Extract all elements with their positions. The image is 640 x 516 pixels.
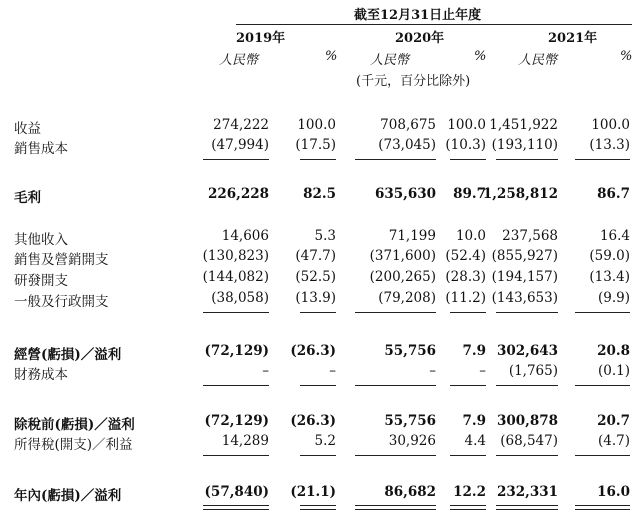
row-label-cost-of-sales: 銷售成本 bbox=[14, 141, 68, 157]
cell: 55,756 bbox=[384, 343, 436, 359]
cell: 86,682 bbox=[384, 484, 436, 500]
subtotal-rule bbox=[300, 385, 336, 386]
cell: 16.4 bbox=[599, 228, 630, 244]
subtotal-rule bbox=[355, 312, 436, 313]
period-heading: 截至12月31日止年度 bbox=[354, 8, 482, 23]
cell: (79,208) bbox=[378, 290, 436, 306]
cell: (130,823) bbox=[202, 248, 269, 264]
cell: (13.4) bbox=[589, 269, 630, 285]
cell: (72,129) bbox=[204, 413, 269, 429]
subtotal-rule bbox=[575, 159, 630, 160]
row-label-finance-costs: 財務成本 bbox=[14, 367, 68, 383]
cell: (13.9) bbox=[295, 290, 336, 306]
cell: – bbox=[262, 363, 269, 379]
subtotal-rule bbox=[450, 385, 486, 386]
cell: (9.9) bbox=[597, 290, 630, 306]
cell: (11.2) bbox=[445, 290, 486, 306]
cell: (13.3) bbox=[589, 137, 630, 153]
subtotal-rule bbox=[355, 159, 436, 160]
cell: (68,547) bbox=[500, 433, 558, 449]
currency-2020: 人民幣 bbox=[370, 53, 410, 68]
cell: 5.3 bbox=[314, 228, 336, 244]
cell: (371,600) bbox=[369, 248, 436, 264]
cell: (855,927) bbox=[491, 248, 558, 264]
year-2021: 2021年 bbox=[548, 31, 598, 46]
cell: (26.3) bbox=[290, 413, 336, 429]
row-label-other-income: 其他收入 bbox=[14, 232, 68, 248]
subtotal-rule bbox=[203, 159, 269, 160]
cell: (193,110) bbox=[491, 137, 558, 153]
cell: (47.7) bbox=[295, 248, 336, 264]
cell: 12.2 bbox=[453, 484, 486, 500]
percent-2021: % bbox=[620, 49, 633, 64]
cell: 237,568 bbox=[502, 228, 558, 244]
unit-note: (千元，百分比除外) bbox=[356, 74, 471, 89]
cell: 100.0 bbox=[297, 117, 336, 133]
total-double-rule bbox=[300, 505, 336, 510]
cell: 14,289 bbox=[221, 433, 269, 449]
cell: (57,840) bbox=[204, 484, 269, 500]
currency-2019: 人民幣 bbox=[219, 53, 259, 68]
subtotal-rule bbox=[496, 312, 558, 313]
subtotal-rule bbox=[496, 159, 558, 160]
cell: 14,606 bbox=[221, 228, 269, 244]
subtotal-rule bbox=[300, 159, 336, 160]
cell: (26.3) bbox=[290, 343, 336, 359]
total-double-rule bbox=[575, 505, 630, 510]
row-label-operating: 經營(虧損)／溢利 bbox=[14, 347, 122, 363]
cell: (10.3) bbox=[445, 137, 486, 153]
percent-2019: % bbox=[325, 49, 338, 64]
subtotal-rule bbox=[496, 385, 558, 386]
cell: 1,451,922 bbox=[489, 117, 558, 133]
cell: 20.8 bbox=[597, 343, 630, 359]
row-label-admin: 一般及行政開支 bbox=[14, 294, 109, 310]
subtotal-rule bbox=[300, 312, 336, 313]
subtotal-rule bbox=[575, 312, 630, 313]
cell: 635,630 bbox=[374, 186, 436, 202]
cell: (73,045) bbox=[378, 137, 436, 153]
total-double-rule bbox=[496, 505, 558, 510]
cell: 5.2 bbox=[314, 433, 336, 449]
subtotal-rule bbox=[300, 455, 336, 456]
cell: 232,331 bbox=[496, 484, 558, 500]
row-label-gross-profit: 毛利 bbox=[14, 190, 41, 206]
cell: 30,926 bbox=[388, 433, 436, 449]
currency-2021: 人民幣 bbox=[518, 53, 558, 68]
cell: – bbox=[479, 363, 486, 379]
cell: 7.9 bbox=[462, 343, 486, 359]
cell: (72,129) bbox=[204, 343, 269, 359]
cell: 20.7 bbox=[597, 413, 630, 429]
cell: 100.0 bbox=[447, 117, 486, 133]
cell: 302,643 bbox=[496, 343, 558, 359]
cell: (17.5) bbox=[295, 137, 336, 153]
cell: (200,265) bbox=[369, 269, 436, 285]
cell: (52.4) bbox=[445, 248, 486, 264]
subtotal-rule bbox=[450, 455, 486, 456]
cell: (4.7) bbox=[597, 433, 630, 449]
cell: 708,675 bbox=[380, 117, 436, 133]
cell: – bbox=[329, 363, 336, 379]
cell: (143,653) bbox=[491, 290, 558, 306]
subtotal-rule bbox=[575, 455, 630, 456]
cell: 1,258,812 bbox=[482, 186, 558, 202]
cell: (144,082) bbox=[202, 269, 269, 285]
row-label-rnd: 研發開支 bbox=[14, 273, 68, 289]
cell: 10.0 bbox=[455, 228, 486, 244]
cell: (52.5) bbox=[295, 269, 336, 285]
row-label-net: 年內(虧損)／溢利 bbox=[14, 488, 122, 504]
cell: (38,058) bbox=[211, 290, 269, 306]
cell: 7.9 bbox=[462, 413, 486, 429]
cell: 89.7 bbox=[453, 186, 486, 202]
cell: 300,878 bbox=[496, 413, 558, 429]
row-label-revenue: 收益 bbox=[14, 121, 41, 137]
subtotal-rule bbox=[203, 385, 269, 386]
year-2020: 2020年 bbox=[395, 31, 445, 46]
subtotal-rule bbox=[355, 455, 436, 456]
cell: 16.0 bbox=[597, 484, 630, 500]
total-double-rule bbox=[203, 505, 269, 510]
percent-2020: % bbox=[474, 49, 487, 64]
subtotal-rule bbox=[203, 455, 269, 456]
subtotal-rule bbox=[355, 385, 436, 386]
row-label-pretax: 除稅前(虧損)／溢利 bbox=[14, 417, 135, 433]
subtotal-rule bbox=[575, 385, 630, 386]
subtotal-rule bbox=[496, 455, 558, 456]
row-label-selling-marketing: 銷售及營銷開支 bbox=[14, 252, 109, 268]
cell: 86.7 bbox=[597, 186, 630, 202]
cell: (28.3) bbox=[445, 269, 486, 285]
cell: 274,222 bbox=[213, 117, 269, 133]
cell: (0.1) bbox=[597, 363, 630, 379]
cell: (1,765) bbox=[508, 363, 558, 379]
cell: 100.0 bbox=[591, 117, 630, 133]
period-underline bbox=[236, 24, 632, 25]
cell: – bbox=[429, 363, 436, 379]
row-label-income-tax: 所得稅(開支)／利益 bbox=[14, 437, 133, 453]
cell: (59.0) bbox=[589, 248, 630, 264]
subtotal-rule bbox=[450, 159, 486, 160]
cell: 4.4 bbox=[464, 433, 486, 449]
cell: (194,157) bbox=[491, 269, 558, 285]
cell: (47,994) bbox=[211, 137, 269, 153]
cell: 82.5 bbox=[303, 186, 336, 202]
year-2019: 2019年 bbox=[236, 31, 286, 46]
subtotal-rule bbox=[450, 312, 486, 313]
cell: 55,756 bbox=[384, 413, 436, 429]
cell: (21.1) bbox=[290, 484, 336, 500]
total-double-rule bbox=[450, 505, 486, 510]
total-double-rule bbox=[355, 505, 436, 510]
subtotal-rule bbox=[203, 312, 269, 313]
cell: 71,199 bbox=[388, 228, 436, 244]
cell: 226,228 bbox=[207, 186, 269, 202]
